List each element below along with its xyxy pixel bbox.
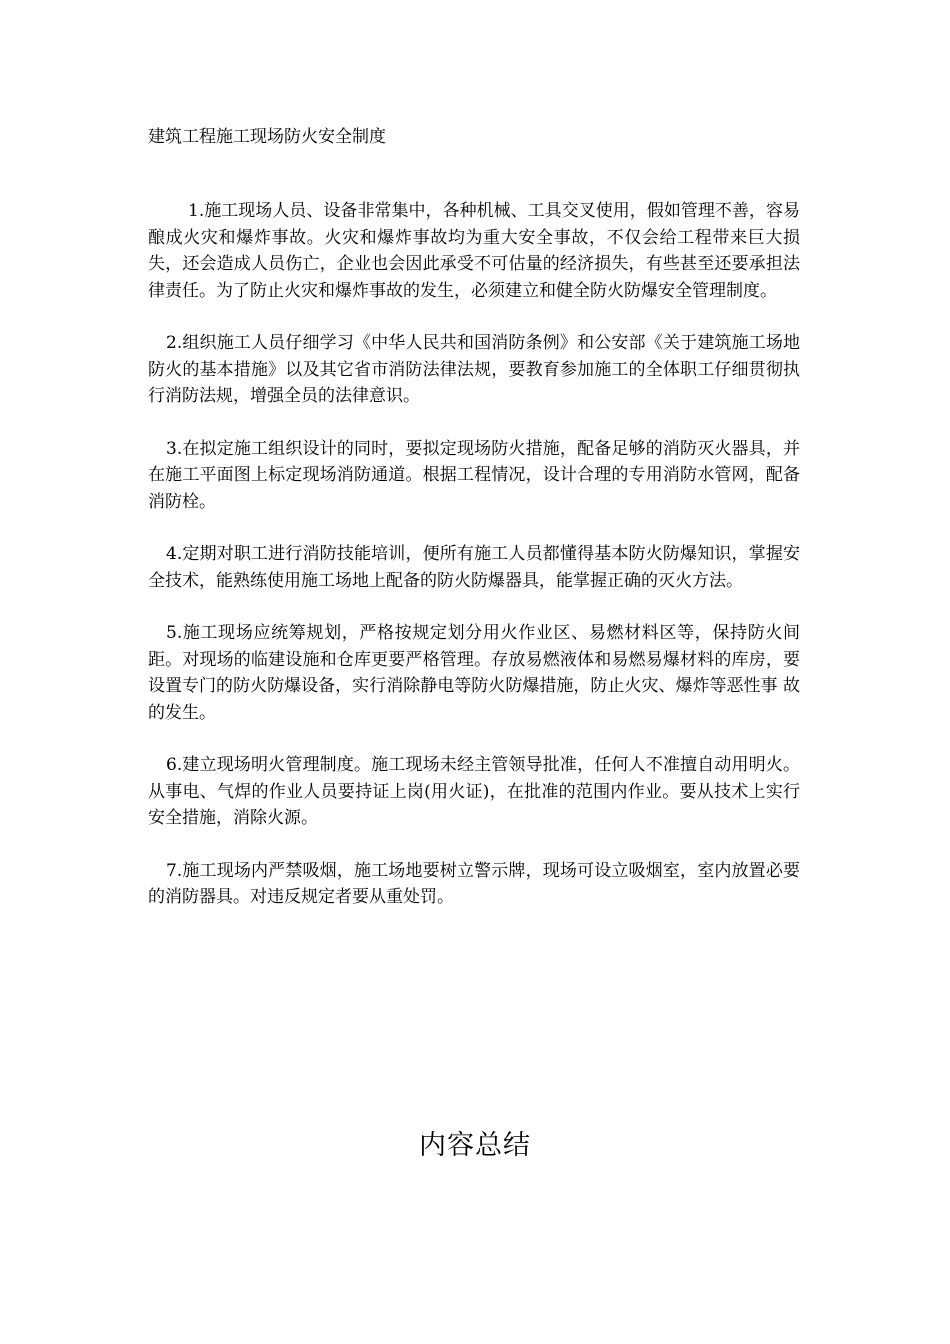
paragraph-5: 5.施工现场应统筹规划，严格按规定划分用火作业区、易燃材料区等，保持防火间距。对现场的临建设施和仓库更要严格管理。存放易燃液体和易燃易爆材料的库房，要设置专门的防火防爆设备，实行消除静电等防火防爆措施，防止火灾、爆炸等恶性事 故的发生。 bbox=[148, 623, 800, 723]
summary-heading: 内容总结 bbox=[419, 1130, 531, 1161]
paragraph-4: 4.定期对职工进行消防技能培训，便所有施工人员都懂得基本防火防爆知识，掌握安全技术，能熟练使用施工场地上配备的防火防爆器具，能掌握正确的灭火方法。 bbox=[148, 544, 800, 591]
paragraph-2: 2.组织施工人员仔细学习《中华人民共和国消防条例》和公安部《关于建筑施工场地防火的基本措施》以及其它省市消防法律法规，要教育参加施工的全体职工仔细贯彻执行消防法规，增强全员的法律意识。 bbox=[148, 333, 800, 406]
paragraph-3: 3.在拟定施工组织设计的同时，要拟定现场防火措施，配备足够的消防灭火器具，并在施工平面图上标定现场消防通道。根据工程情况，设计合理的专用消防水管网，配备消防栓。 bbox=[148, 438, 800, 512]
paragraph-1: 1.施工现场人员、设备非常集中，各种机械、工具交叉使用，假如管理不善，容易酿成火灾和爆炸事故。火灾和爆炸事故均为重大安全事故，不仅会给工程带来巨大损失，还会造成人员伤亡，企业也会因此承受不可估量的经济损失，有些甚至还要承担法律责任。为了防止火灾和爆炸事故的发生，必须建立和健全防火防爆安全管理制度。 bbox=[148, 201, 800, 301]
document-title: 建筑工程施工现场防火安全制度 bbox=[148, 127, 386, 147]
document-body bbox=[148, 198, 800, 937]
paragraph-7: 7.施工现场内严禁吸烟，施工场地要树立警示牌，现场可设立吸烟室，室内放置必要的消防器具。对违反规定者要从重处罚。 bbox=[148, 860, 800, 907]
paragraph-6: 6.建立现场明火管理制度。施工现场未经主管领导批准，任何人不准擅自动用明火。从事电、气焊的作业人员要持证上岗(用火证)，在批准的范围内作业。要从技术上实行安全措施，消除火源。 bbox=[148, 755, 800, 828]
